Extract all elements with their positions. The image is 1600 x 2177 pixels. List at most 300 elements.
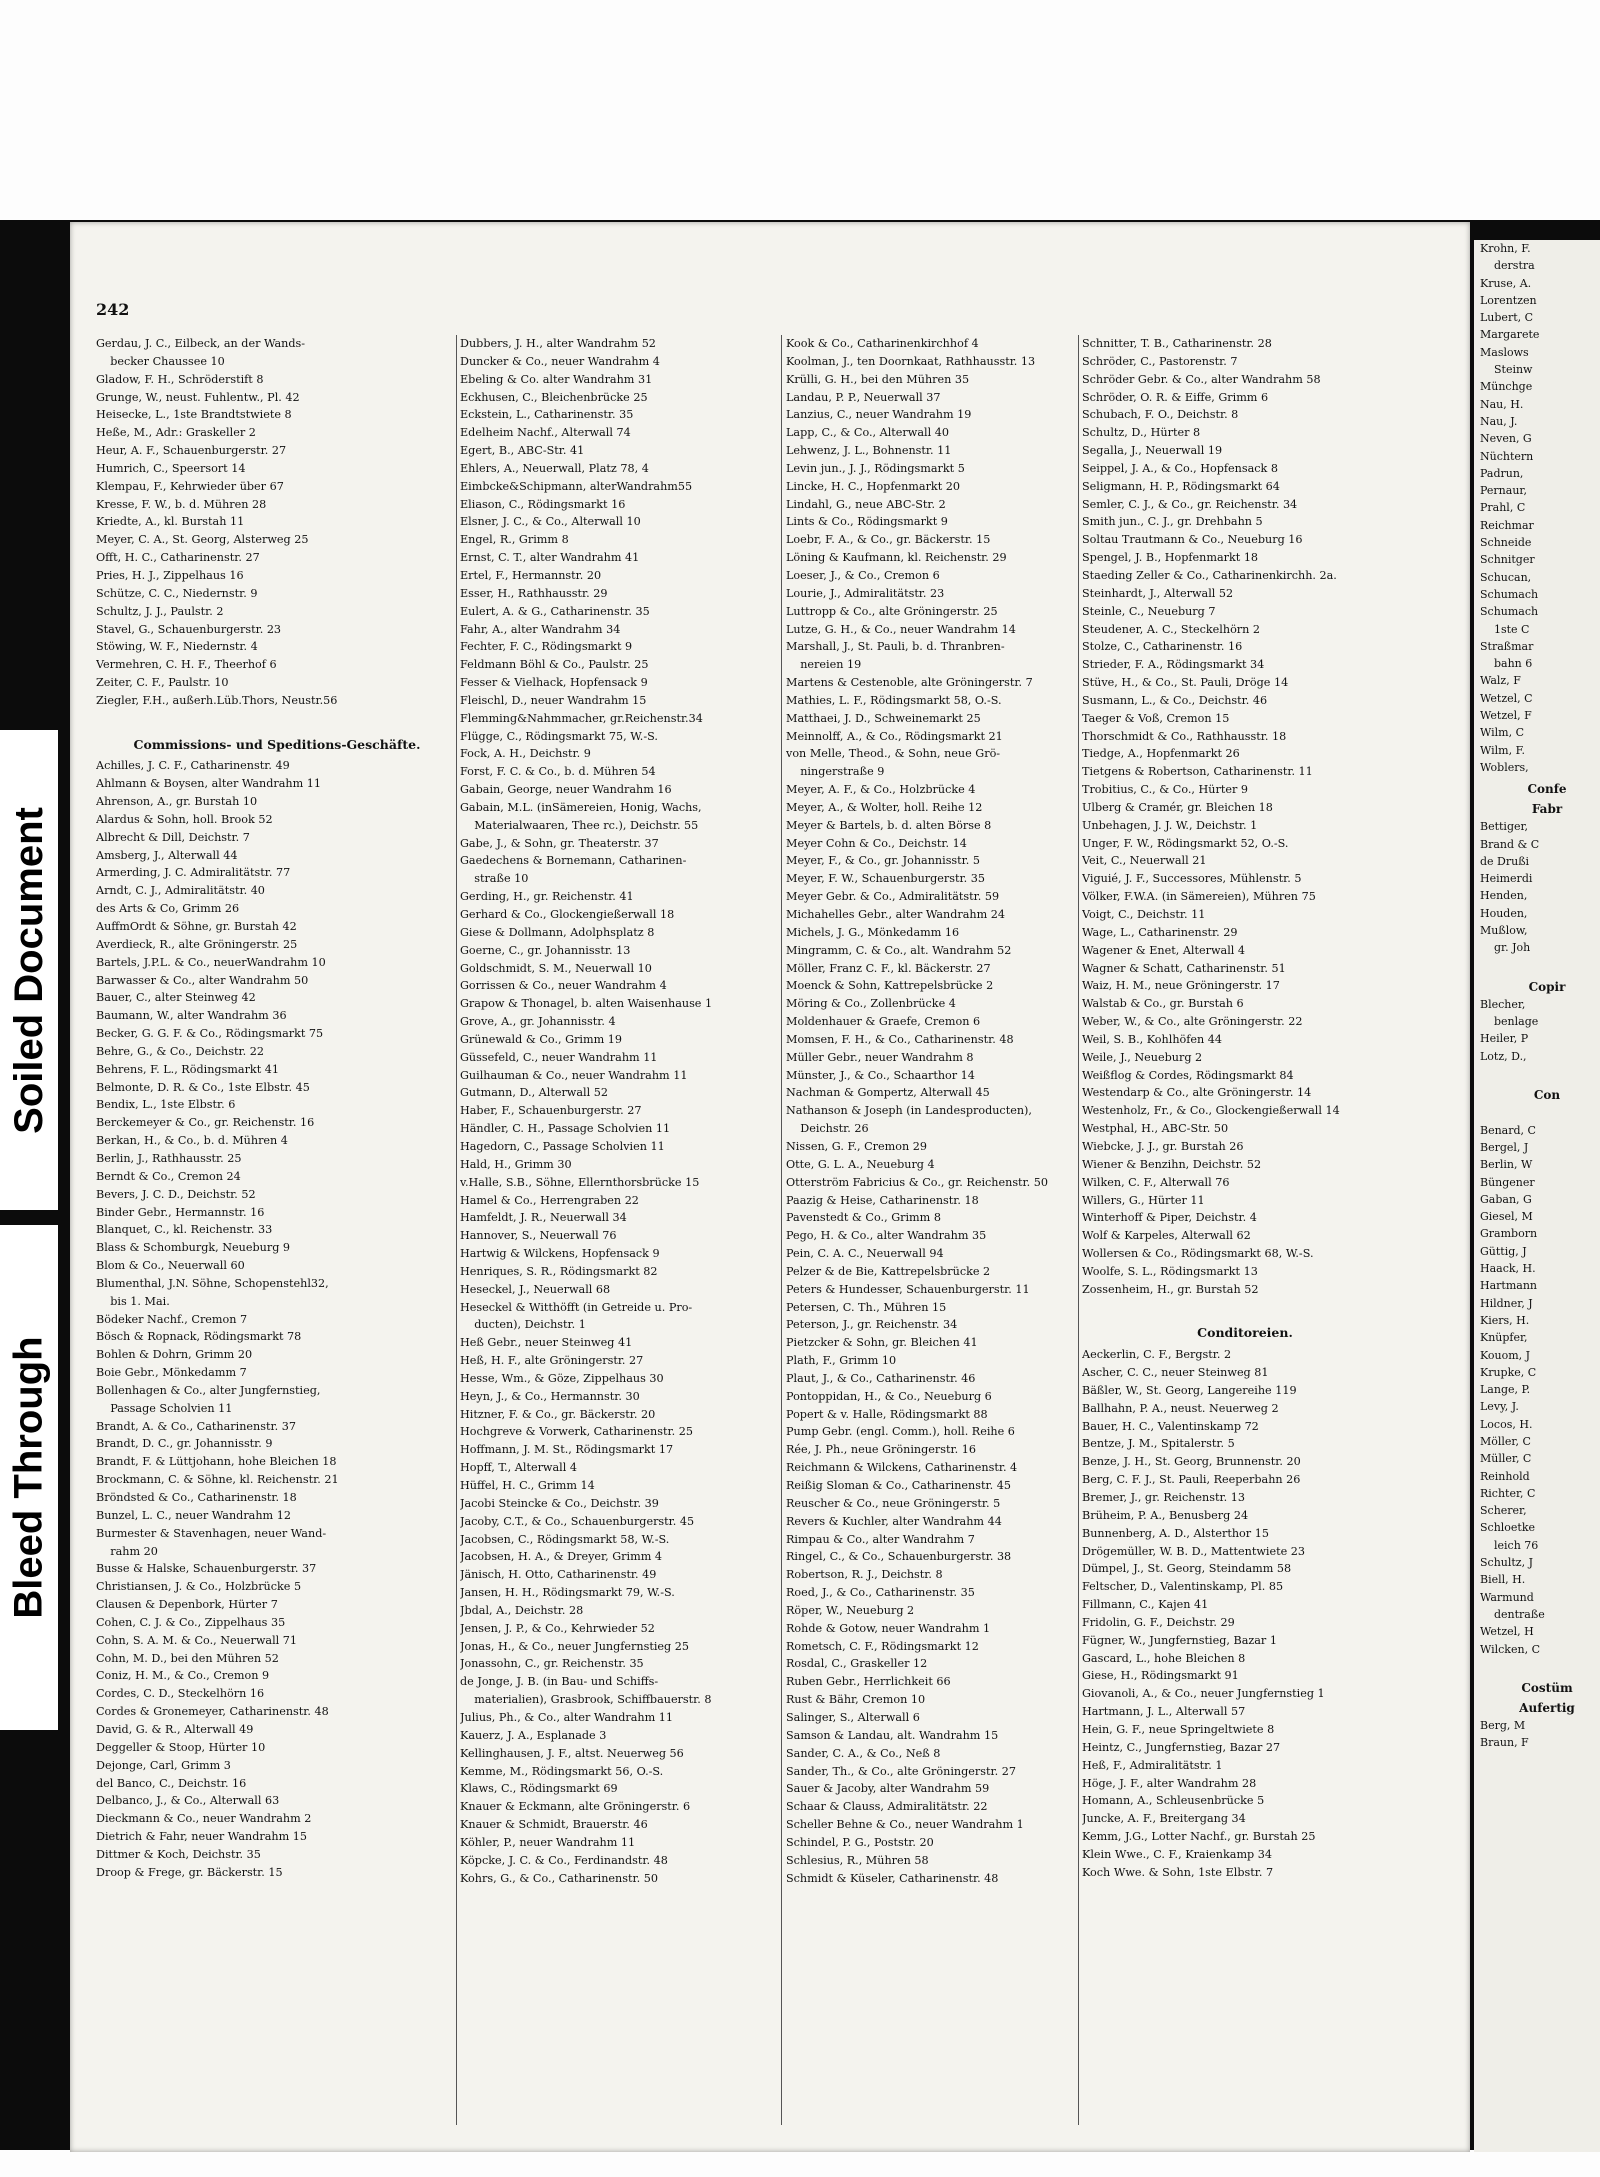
directory-entry: Krohn, F. [1480,242,1531,255]
directory-entry: Plaut, J., & Co., Catharinenstr. 46 [786,1371,976,1385]
directory-entry: Schindel, P. G., Poststr. 20 [786,1835,934,1849]
directory-entry: Pego, H. & Co., alter Wandrahm 35 [786,1229,987,1243]
directory-entry: Grünewald & Co., Grimm 19 [460,1032,623,1046]
directory-entry: Kiers, H. [1480,1313,1530,1327]
directory-entry: Blanquet, C., kl. Reichenstr. 33 [96,1223,273,1237]
scan-margin-bottom [0,2150,1600,2177]
directory-entry: Lubert, C [1480,311,1534,325]
directory-entry: Delbanco, J., & Co., Alterwall 63 [96,1794,280,1808]
directory-entry: Bäßler, W., St. Georg, Langereihe 119 [1082,1383,1297,1397]
directory-entry: Robertson, R. J., Deichstr. 8 [786,1568,943,1582]
directory-entry: Jänisch, H. Otto, Catharinenstr. 49 [460,1568,657,1582]
directory-entry: Scheller Behne & Co., neuer Wandrahm 1 [786,1818,1024,1832]
directory-entry: Warmund [1480,1590,1534,1604]
directory-entry: Meyer, A. F., & Co., Holzbrücke 4 [786,783,976,797]
directory-entry: Wilcken, C [1480,1642,1540,1656]
directory-entry: de Drußi [1480,854,1530,868]
directory-entry: Rust & Bähr, Cremon 10 [786,1693,926,1707]
column-2 [460,335,778,1887]
directory-entry: Woolfe, S. L., Rödingsmarkt 13 [1082,1264,1258,1278]
directory-entry: ducten), Deichstr. 1 [460,1318,586,1332]
directory-entry: Grove, A., gr. Johannisstr. 4 [460,1015,616,1029]
directory-entry: Richter, C [1480,1486,1536,1500]
directory-entry: Ballhahn, P. A., neust. Neuerweg 2 [1082,1401,1279,1415]
directory-entry: Meyer, F., & Co., gr. Johannisstr. 5 [786,854,981,868]
directory-entry: Seligmann, H. P., Rödingsmarkt 64 [1082,479,1280,493]
blank-line [1082,1299,1408,1317]
section-heading: Con [1533,1088,1561,1103]
scan-margin-top [0,0,1600,220]
directory-entry: de Jonge, J. B. (in Bau- und Schiffs- [460,1675,659,1689]
directory-entry: Behrens, F. L., Rödingsmarkt 41 [96,1062,280,1076]
directory-entry: Fügner, W., Jungfernstieg, Bazar 1 [1082,1633,1277,1647]
column-divider [781,335,782,2125]
directory-entry: Clausen & Depenbork, Hürter 7 [96,1598,278,1612]
directory-entry: Hald, H., Grimm 30 [460,1157,572,1171]
directory-entry: David, G. & R., Alterwall 49 [96,1722,254,1736]
directory-entry: Passage Scholvien 11 [96,1401,233,1415]
directory-entry: Walz, F [1480,674,1521,688]
directory-entry: Houden, [1480,906,1528,920]
directory-entry: Tietgens & Robertson, Catharinenstr. 11 [1082,765,1313,779]
directory-entry: Ahlmann & Boysen, alter Wandrahm 11 [96,777,322,791]
directory-entry: Müller, C [1480,1452,1532,1466]
directory-entry: Meyer, A., & Wolter, holl. Reihe 12 [786,800,983,814]
directory-entry: Otterström Fabricius & Co., gr. Reichenstr. 50 [786,1175,1049,1189]
directory-entry: Amsberg, J., Alterwall 44 [96,848,238,862]
directory-entry: Steinw [1480,363,1533,377]
directory-entry: Kohrs, G., & Co., Catharinenstr. 50 [460,1871,658,1885]
directory-entry: Fillmann, C., Kajen 41 [1082,1598,1209,1612]
directory-entry: Weißflog & Cordes, Rödingsmarkt 84 [1082,1068,1294,1082]
directory-entry: Pump Gebr. (engl. Comm.), holl. Reihe 6 [786,1425,1015,1439]
directory-entry: Rimpau & Co., alter Wandrahm 7 [786,1532,975,1546]
directory-entry: Deggeller & Stoop, Hürter 10 [96,1740,266,1754]
directory-entry: Brandt, A. & Co., Catharinenstr. 37 [96,1419,296,1433]
directory-entry: Weil, S. B., Kohlhöfen 44 [1082,1032,1223,1046]
directory-entry: Ruben Gebr., Herrlichkeit 66 [786,1675,951,1689]
directory-entry: Trobitius, C., & Co., Hürter 9 [1082,783,1248,797]
directory-entry: Vermehren, C. H. F., Theerhof 6 [96,658,277,672]
directory-entry: Schultz, J. J., Paulstr. 2 [96,604,224,618]
directory-entry: Hildner, J [1480,1296,1533,1310]
directory-entry: Paazig & Heise, Catharinenstr. 18 [786,1193,979,1207]
directory-entry: dentraße [1480,1607,1545,1621]
directory-entry: Köpcke, J. C. & Co., Ferdinandstr. 48 [460,1853,668,1867]
directory-entry: Burmester & Stavenhagen, neuer Wand- [96,1526,327,1540]
directory-entry: Schultz, J [1480,1556,1534,1570]
directory-entry: Braun, F [1480,1736,1529,1750]
directory-entry: Samson & Landau, alt. Wandrahm 15 [786,1728,999,1742]
directory-entry: Lange, P. [1480,1383,1531,1397]
directory-entry: Achilles, J. C. F., Catharinenstr. 49 [96,759,290,773]
directory-entry: Stolze, C., Catharinenstr. 16 [1082,640,1243,654]
directory-entry: Nau, H. [1480,397,1524,411]
directory-entry: Blass & Schomburgk, Neueburg 9 [96,1241,291,1255]
directory-entry: Heseckel & Witthöfft (in Getreide u. Pro- [460,1300,693,1314]
directory-entry: Giesel, M [1480,1210,1533,1224]
directory-entry: Kellinghausen, J. F., altst. Neuerweg 56 [460,1746,684,1760]
directory-entry: Matthaei, J. D., Schweinemarkt 25 [786,711,981,725]
directory-entry: Bösch & Ropnack, Rödingsmarkt 78 [96,1330,302,1344]
directory-entry: Berckemeyer & Co., gr. Reichenstr. 16 [96,1116,315,1130]
directory-entry: Petersen, C. Th., Mühren 15 [786,1300,947,1314]
directory-entry: Blumenthal, J.N. Söhne, Schopenstehl32, [96,1276,329,1290]
directory-entry: Esser, H., Rathhausstr. 29 [460,586,608,600]
directory-entry: Flügge, C., Rödingsmarkt 75, W.-S. [460,729,658,743]
directory-entry: Hopff, T., Alterwall 4 [460,1461,577,1475]
directory-entry: Julius, Ph., & Co., alter Wandrahm 11 [460,1710,674,1724]
directory-entry: Gabe, J., & Sohn, gr. Theaterstr. 37 [460,836,659,850]
directory-entry: Hartmann [1480,1279,1537,1293]
directory-entry: Dejonge, Carl, Grimm 3 [96,1758,231,1772]
scan-annotations [0,730,58,1730]
directory-entry: Eckhusen, C., Bleichenbrücke 25 [460,390,648,404]
directory-entry: Susmann, L., & Co., Deichstr. 46 [1082,693,1268,707]
directory-entry: Pelzer & de Bie, Kattrepelsbrücke 2 [786,1264,991,1278]
directory-entry: Levy, J. [1480,1400,1519,1414]
directory-entry: Klaws, C., Rödingsmarkt 69 [460,1782,618,1796]
directory-entry: Wetzel, C [1480,691,1533,705]
directory-entry: Feldmann Böhl & Co., Paulstr. 25 [460,658,649,672]
directory-entry: Winterhoff & Piper, Deichstr. 4 [1082,1211,1257,1225]
directory-entry: Meyer, F. W., Schauenburgerstr. 35 [786,872,985,886]
section-heading: Commissions- und Speditions-Geschäfte. [133,736,421,752]
directory-entry: Ringel, C., & Co., Schauenburgerstr. 38 [786,1550,1012,1564]
directory-entry: Walstab & Co., gr. Burstah 6 [1082,997,1244,1011]
directory-entry: Strieder, F. A., Rödingsmarkt 34 [1082,658,1265,672]
directory-entry: Röper, W., Neueburg 2 [786,1603,915,1617]
directory-entry: Gaban, G [1480,1192,1532,1206]
directory-entry: Wollersen & Co., Rödingsmarkt 68, W.-S. [1082,1247,1314,1261]
directory-entry: nereien 19 [786,658,862,672]
directory-entry: Engel, R., Grimm 8 [460,533,569,547]
directory-entry: Händler, C. H., Passage Scholvien 11 [460,1122,671,1136]
directory-entry: Höge, J. F., alter Wandrahm 28 [1082,1776,1257,1790]
directory-entry: Blecher, [1480,997,1526,1011]
directory-entry: Brüheim, P. A., Benusberg 24 [1082,1508,1249,1522]
directory-entry: Schnitger [1480,553,1535,567]
directory-entry: Peters & Hundesser, Schauenburgerstr. 11 [786,1282,1030,1296]
directory-entry: Plath, F., Grimm 10 [786,1354,897,1368]
column-divider [456,335,457,2125]
directory-entry: Guilhauman & Co., neuer Wandrahm 11 [460,1068,688,1082]
directory-entry: benlage [1480,1015,1539,1029]
directory-entry: Kriedte, A., kl. Burstah 11 [96,515,245,529]
directory-entry: Heyn, J., & Co., Hermannstr. 30 [460,1389,640,1403]
directory-entry: Stavel, G., Schauenburgerstr. 23 [96,622,282,636]
directory-entry: Hagedorn, C., Passage Scholvien 11 [460,1139,665,1153]
directory-entry: Wiebcke, J. J., gr. Burstah 26 [1082,1139,1244,1153]
directory-entry: Bentze, J. M., Spitalerstr. 5 [1082,1437,1235,1451]
directory-entry: Jacoby, C.T., & Co., Schauenburgerstr. 45 [460,1514,695,1528]
directory-entry: Möller, C [1480,1435,1531,1448]
directory-entry: Lanzius, C., neuer Wandrahm 19 [786,408,972,422]
directory-entry: Knauer & Schmidt, Brauerstr. 46 [460,1818,648,1832]
directory-entry: Pernaur, [1480,484,1527,498]
directory-entry: Pein, C. A. C., Neuerwall 94 [786,1247,944,1261]
directory-entry: Meyer, C. A., St. Georg, Alsterweg 25 [96,533,309,547]
directory-entry: Lints & Co., Rödingsmarkt 9 [786,515,948,529]
directory-entry: Dümpel, J., St. Georg, Steindamm 58 [1082,1562,1292,1576]
directory-entry: Münster, J., & Co., Schaarthor 14 [786,1068,975,1082]
directory-entry: Boie Gebr., Mönkedamm 7 [96,1366,247,1380]
directory-entry: Schumach [1480,605,1539,619]
directory-entry: Bettiger, [1480,820,1529,834]
directory-entry: Lincke, H. C., Hopfenmarkt 20 [786,479,961,493]
directory-entry: Hesse, Wm., & Göze, Zippelhaus 30 [460,1371,664,1385]
directory-entry: Rohde & Gotow, neuer Wandrahm 1 [786,1621,991,1635]
directory-entry: Reichmann & Wilckens, Catharinenstr. 4 [786,1461,1018,1475]
directory-entry: bahn 6 [1480,657,1533,671]
directory-entry: Cordes & Gronemeyer, Catharinenstr. 48 [96,1705,329,1719]
directory-entry: Goerne, C., gr. Johannisstr. 13 [460,943,631,957]
directory-entry: Jansen, H. H., Rödingsmarkt 79, W.-S. [460,1586,675,1600]
directory-entry: Bergel, J [1480,1140,1529,1154]
directory-entry: Zeiter, C. F., Paulstr. 10 [96,676,229,690]
directory-entry: Bunzel, L. C., neuer Wandrahm 12 [96,1508,291,1522]
directory-entry: becker Chaussee 10 [96,354,225,368]
directory-entry: Kemme, M., Rödingsmarkt 56, O.-S. [460,1764,664,1778]
directory-entry: Gramborn [1480,1227,1538,1241]
directory-entry: Berlin, W [1480,1158,1533,1172]
directory-entry: Spengel, J. B., Hopfenmarkt 18 [1082,551,1259,565]
directory-entry: Bauer, C., alter Steinweg 42 [96,991,256,1005]
directory-entry: Hitzner, F. & Co., gr. Bäckerstr. 20 [460,1407,656,1421]
directory-entry: Thorschmidt & Co., Rathhausstr. 18 [1082,729,1287,743]
directory-entry: Wagener & Enet, Alterwall 4 [1082,943,1246,957]
directory-entry: Michahelles Gebr., alter Wandrahm 24 [786,908,1006,921]
directory-entry: Goldschmidt, S. M., Neuerwall 10 [460,961,652,975]
directory-entry: Hannover, S., Neuerwall 76 [460,1229,617,1243]
directory-entry: Güssefeld, C., neuer Wandrahm 11 [460,1050,658,1064]
directory-entry: Lutze, G. H., & Co., neuer Wandrahm 14 [786,622,1016,636]
directory-entry: Kemm, J.G., Lotter Nachf., gr. Burstah 25 [1082,1830,1316,1844]
directory-entry: Koolman, J., ten Doornkaat, Rathhausstr. 13 [786,354,1036,368]
directory-entry: Bendix, L., 1ste Elbstr. 6 [96,1098,236,1112]
directory-entry: Popert & v. Halle, Rödingsmarkt 88 [786,1407,988,1421]
directory-entry: Reinhold [1480,1469,1530,1483]
directory-entry: Heseckel, J., Neuerwall 68 [460,1282,611,1296]
directory-entry: Münchge [1480,380,1533,394]
directory-entry: Wiener & Benzihn, Deichstr. 52 [1082,1157,1262,1171]
directory-entry: Güttig, J [1480,1244,1527,1258]
column-3 [786,335,1076,1887]
directory-entry: Koch Wwe. & Sohn, 1ste Elbstr. 7 [1082,1865,1274,1879]
directory-entry: Eckstein, L., Catharinenstr. 35 [460,408,634,422]
directory-entry: Grunge, W., neust. Fuhlentw., Pl. 42 [96,390,300,404]
directory-entry: Becker, G. G. F. & Co., Rödingsmarkt 75 [96,1027,324,1041]
directory-entry: Heße, M., Adr.: Graskeller 2 [96,426,256,440]
directory-entry: Brockmann, C. & Söhne, kl. Reichenstr. 21 [96,1473,339,1487]
directory-entry: rahm 20 [96,1544,158,1558]
directory-entry: Reichmar [1480,518,1534,532]
directory-entry: v.Halle, S.B., Söhne, Ellernthorsbrücke 15 [460,1175,700,1189]
directory-entry: gr. Joh [1480,941,1531,955]
directory-entry: Büngener [1480,1175,1535,1189]
directory-entry: Materialwaaren, Thee rc.), Deichstr. 55 [460,818,699,832]
directory-entry: Staeding Zeller & Co., Catharinenkirchh. 2a. [1082,568,1337,582]
directory-entry: straße 10 [460,872,529,886]
blank-line [1474,1065,1600,1082]
directory-entry: Haber, F., Schauenburgerstr. 27 [460,1104,642,1118]
directory-entry: Armerding, J. C. Admiralitätstr. 77 [96,866,291,880]
directory-entry: Nissen, G. F., Cremon 29 [786,1139,927,1153]
directory-entry: Arndt, C. J., Admiralitätstr. 40 [96,884,265,898]
directory-entry: Fesser & Vielhack, Hopfensack 9 [460,676,648,690]
directory-entry: Kook & Co., Catharinenkirchhof 4 [786,337,979,350]
directory-entry: Heimerdi [1480,872,1533,886]
column-4 [1082,335,1408,1882]
bleed-through-label: Bleed Through [0,1225,58,1730]
directory-entry: Ehlers, A., Neuerwall, Platz 78, 4 [460,461,649,475]
directory-entry: Fechter, F. C., Rödingsmarkt 9 [460,640,633,654]
directory-entry: Rometsch, C. F., Rödingsmarkt 12 [786,1639,979,1653]
directory-entry: Locos, H. [1480,1417,1533,1431]
directory-entry: Heur, A. F., Schauenburgerstr. 27 [96,444,287,458]
directory-entry: Rée, J. Ph., neue Gröningerstr. 16 [786,1443,976,1457]
directory-entry: Westenholz, Fr., & Co., Glockengießerwall 14 [1082,1104,1340,1118]
directory-entry: Klein Wwe., C. F., Kraienkamp 34 [1082,1847,1273,1861]
directory-entry: Berg, M [1480,1719,1526,1733]
directory-entry: Jonas, H., & Co., neuer Jungfernstieg 25 [460,1639,689,1653]
directory-entry: Schnitter, T. B., Catharinenstr. 28 [1082,337,1272,350]
directory-entry: Semler, C. J., & Co., gr. Reichenstr. 34 [1082,497,1298,511]
directory-entry: Wilm, C [1480,726,1524,740]
directory-entry: Hamfeldt, J. R., Neuerwall 34 [460,1211,627,1225]
directory-entry: Unger, F. W., Rödingsmarkt 52, O.-S. [1082,836,1289,850]
directory-entry: Neven, G [1480,432,1532,446]
directory-entry: Westendarp & Co., alte Gröningerstr. 14 [1082,1086,1312,1100]
directory-entry: Ernst, C. T., alter Wandrahm 41 [460,551,640,565]
directory-entry: Schmidt & Küseler, Catharinenstr. 48 [786,1871,999,1885]
directory-entry: Luttropp & Co., alte Gröningerstr. 25 [786,604,998,618]
directory-entry: Jonassohn, C., gr. Reichenstr. 35 [460,1657,644,1671]
directory-entry: Momsen, F. H., & Co., Catharinenstr. 48 [786,1032,1014,1046]
directory-entry: Dittmer & Koch, Deichstr. 35 [96,1847,261,1861]
directory-entry: Juncke, A. F., Breitergang 34 [1082,1812,1246,1826]
directory-entry: Schlesius, R., Mühren 58 [786,1853,929,1867]
directory-entry: Michels, J. G., Mönkedamm 16 [786,925,960,939]
directory-entry: Schröder Gebr. & Co., alter Wandrahm 58 [1082,372,1321,386]
directory-entry: Padrun, [1480,466,1524,480]
directory-entry: Schneide [1480,536,1532,550]
directory-entry: Offt, H. C., Catharinenstr. 27 [96,551,260,565]
directory-entry: Belmonte, D. R. & Co., 1ste Elbstr. 45 [96,1080,310,1094]
directory-entry: Levin jun., J. J., Rödingsmarkt 5 [786,461,965,475]
directory-entry: Kouom, J [1480,1348,1531,1362]
directory-entry: Heisecke, L., 1ste Brandtstwiete 8 [96,408,292,422]
directory-entry: Sauer & Jacoby, alter Wandrahm 59 [786,1782,990,1796]
facing-page-fragment [1474,240,1600,2152]
directory-entry: Forst, F. C. & Co., b. d. Mühren 54 [460,765,656,779]
blank-line [1474,957,1600,974]
directory-entry: Albrecht & Dill, Deichstr. 7 [96,830,250,844]
directory-entry: Weber, W., & Co., alte Gröningerstr. 22 [1082,1015,1303,1029]
directory-entry: Henden, [1480,889,1528,903]
directory-entry: Möring & Co., Zollenbrücke 4 [786,997,956,1011]
directory-entry: Schaar & Clauss, Admiralitätstr. 22 [786,1800,988,1814]
directory-entry: Dietrich & Fahr, neuer Wandrahm 15 [96,1830,307,1844]
directory-entry: Möller, Franz C. F., kl. Bäckerstr. 27 [786,961,991,975]
directory-entry: Lindahl, G., neue ABC-Str. 2 [786,497,946,511]
directory-entry: Wagner & Schatt, Catharinenstr. 51 [1082,961,1286,975]
directory-entry: Edelheim Nachf., Alterwall 74 [460,426,631,440]
directory-entry: Scherer, [1480,1504,1527,1518]
directory-entry: Taeger & Voß, Cremon 15 [1082,711,1230,725]
directory-entry: Segalla, J., Neuerwall 19 [1082,444,1223,458]
section-heading: Confe [1527,782,1567,797]
directory-entry: Fleischl, D., neuer Wandrahm 15 [460,693,647,707]
directory-entry: Deichstr. 26 [786,1122,869,1136]
directory-entry: Coniz, H. M., & Co., Cremon 9 [96,1669,270,1683]
directory-entry: Jensen, J. P., & Co., Kehrwieder 52 [460,1621,655,1635]
directory-entry: Viguié, J. F., Successores, Mühlenstr. 5 [1082,872,1302,886]
section-heading: Costüm [1521,1681,1573,1696]
directory-entry: Feltscher, D., Valentinskamp, Pl. 85 [1082,1580,1284,1594]
directory-entry: Hochgreve & Vorwerk, Catharinenstr. 25 [460,1425,693,1439]
directory-entry: Klempau, F., Kehrwieder über 67 [96,479,284,493]
directory-entry: Gerhard & Co., Glockengießerwall 18 [460,908,675,921]
directory-entry: Bartels, J.P.L. & Co., neuerWandrahm 10 [96,955,326,969]
directory-entry: Meinnolff, A., & Co., Rödingsmarkt 21 [786,729,1003,743]
directory-entry: Brandt, D. C., gr. Johannisstr. 9 [96,1437,273,1451]
directory-entry: Jbdal, A., Deichstr. 28 [460,1603,584,1617]
directory-entry: Nüchtern [1480,449,1534,463]
directory-entry: Bröndsted & Co., Catharinenstr. 18 [96,1491,297,1504]
directory-entry: Smith jun., C. J., gr. Drehbahn 5 [1082,515,1263,529]
directory-entry: Ebeling & Co. alter Wandrahm 31 [460,372,653,386]
directory-entry: Meyer Gebr. & Co., Admiralitätstr. 59 [786,890,1000,904]
directory-entry: Cohn, M. D., bei den Mühren 52 [96,1651,279,1665]
directory-entry: Schloetke [1480,1521,1536,1535]
directory-entry: Lotz, D., [1480,1049,1527,1063]
directory-entry: ningerstraße 9 [786,765,885,779]
directory-entry: Otte, G. L. A., Neueburg 4 [786,1157,935,1171]
directory-entry: Veit, C., Neuerwall 21 [1082,854,1207,868]
directory-entry: Berkan, H., & Co., b. d. Mühren 4 [96,1134,288,1148]
directory-entry: Grapow & Thonagel, b. alten Waisenhause 1 [460,997,713,1011]
directory-entry: materialien), Grasbrook, Schiffbauerstr. 8 [460,1693,712,1707]
directory-entry: Wilm, F. [1480,743,1525,757]
directory-entry: Lapp, C., & Co., Alterwall 40 [786,426,949,440]
directory-entry: Wolf & Karpeles, Alterwall 62 [1082,1229,1251,1243]
directory-entry: Schucan, [1480,570,1532,584]
section-heading: Aufertig [1519,1701,1575,1716]
directory-entry: Meyer Cohn & Co., Deichstr. 14 [786,836,967,850]
directory-entry: Bollenhagen & Co., alter Jungfernstieg, [96,1383,321,1397]
directory-entry: Ascher, C. C., neuer Steinweg 81 [1082,1366,1269,1380]
directory-entry: Seippel, J. A., & Co., Hopfensack 8 [1082,461,1279,475]
directory-entry: Knüpfer, [1480,1331,1528,1345]
directory-entry: Ertel, F., Hermannstr. 20 [460,568,602,582]
directory-entry: Sander, Th., & Co., alte Gröningerstr. 27 [786,1764,1016,1778]
directory-entry: Eimbcke&Schipmann, alterWandrahm55 [460,479,693,493]
directory-entry: Giese, H., Rödingsmarkt 91 [1082,1669,1239,1683]
directory-entry: Biell, H. [1480,1573,1526,1587]
directory-entry: Reißig Sloman & Co., Catharinenstr. 45 [786,1479,1011,1492]
directory-entry: Ziegler, F.H., außerh.Lüb.Thors, Neustr.56 [96,693,338,707]
directory-entry: Aeckerlin, C. F., Bergstr. 2 [1082,1348,1232,1362]
directory-entry: Unbehagen, J. J. W., Deichstr. 1 [1082,818,1258,832]
directory-entry: Nathanson & Joseph (in Landesproducten), [786,1104,1032,1118]
directory-entry: Weile, J., Neueburg 2 [1082,1050,1203,1064]
directory-entry: Haack, H. [1480,1262,1536,1276]
directory-entry: Marshall, J., St. Pauli, b. d. Thranbren- [786,640,1005,654]
directory-entry: Steudener, A. C., Steckelhörn 2 [1082,622,1261,636]
directory-entry: Lehwenz, J. L., Bohnenstr. 11 [786,444,952,458]
directory-entry: Schumach [1480,587,1539,601]
